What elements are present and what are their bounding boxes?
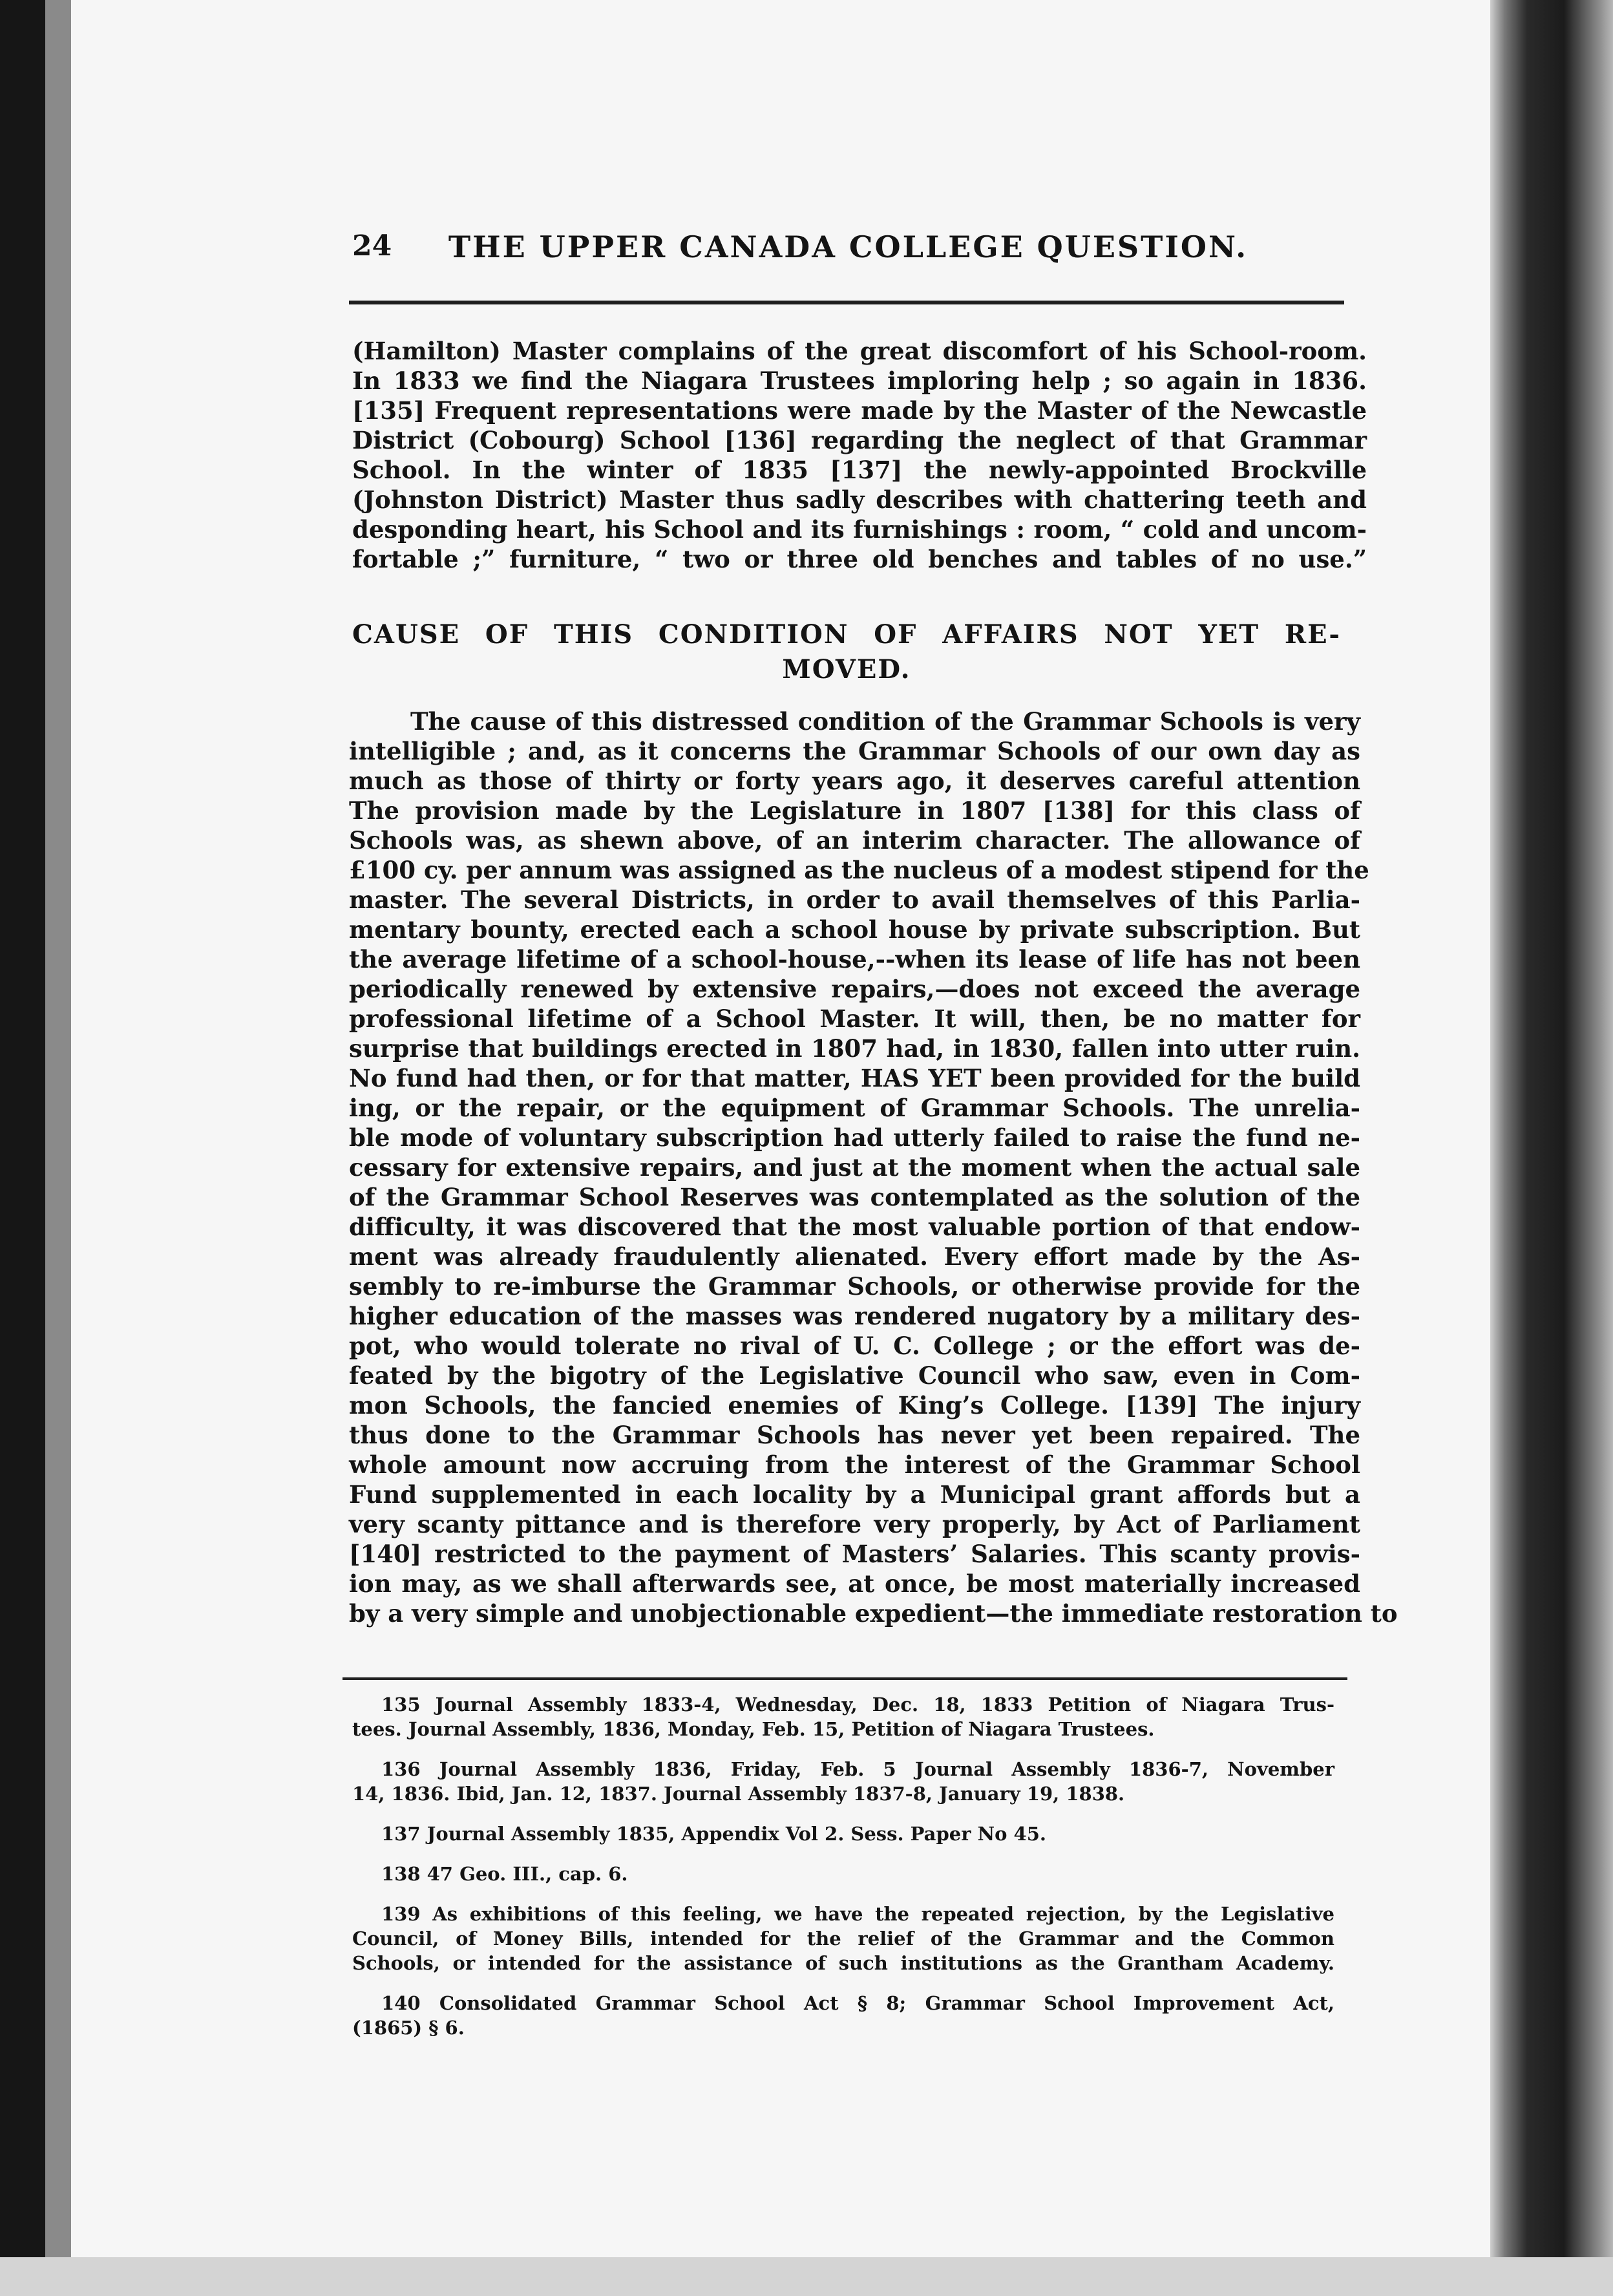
text-line: ion may, as we shall afterwards see, at once, be most materially increased [349,1569,1360,1598]
text-line: whole amount now accruing from the interest of the Grammar School [349,1451,1360,1479]
text-line: the average lifetime of a school-house,--when its lease of life has not been [349,945,1360,973]
header-rule [349,301,1344,304]
text-line: School. In the winter of 1835 [137] the newly-appointed Brockville [352,456,1367,484]
page-number: 24 [352,229,392,262]
text-line: of the Grammar School Reserves was contemplated as the solution of the [349,1183,1360,1211]
text-line: £100 cy. per annum was assigned as the nucleus of a modest stipend for the [349,856,1369,884]
text-line: The provision made by the Legislature in 1807 [138] for this class of [349,796,1360,825]
heading-line: MOVED. [782,654,911,685]
text-line: No fund had then, or for that matter, HAS YET been provided for the build [349,1064,1360,1092]
footnote-135 [352,1692,1334,1741]
footnote-line: 136 Journal Assembly 1836, Friday, Feb. 5 Journal Assembly 1836-7, November [381,1758,1334,1780]
text-line: pot, who would tolerate no rival of U. C. College ; or the effort was de- [349,1332,1360,1360]
footnote-line: 135 Journal Assembly 1833-4, Wednesday, Dec. 18, 1833 Petition of Niagara Trus- [381,1694,1334,1716]
footnote-136 [352,1757,1334,1806]
footnote-line: 139 As exhibitions of this feeling, we have the repeated rejection, by the Legislative [381,1903,1334,1925]
footnotes [352,1692,1334,2040]
text-line: much as those of thirty or forty years ago, it deserves careful attention [349,767,1360,795]
text-line: thus done to the Grammar Schools has never yet been repaired. The [349,1421,1360,1449]
text-line: mon Schools, the fancied enemies of King’s College. [139] The injury [349,1391,1360,1419]
paragraph-continued [352,336,1367,574]
text-line: Schools was, as shewn above, of an interim character. The allowance of [349,826,1360,855]
heading-line: CAUSE OF THIS CONDITION OF AFFAIRS NOT YET RE- [352,619,1341,650]
footnote-rule [343,1677,1347,1680]
footnote-139 [352,1902,1334,1975]
scan-border-left [0,0,45,2296]
scan-border-bottom [0,2257,1613,2296]
footnote-138 [352,1862,1334,1886]
text-line: In 1833 we find the Niagara Trustees imploring help ; so again in 1836. [352,367,1367,395]
text-line: (Hamilton) Master complains of the great discomfort of his School-room. [352,337,1367,365]
text-line: feated by the bigotry of the Legislative Council who saw, even in Com- [349,1361,1360,1390]
text-line: The cause of this distressed condition of the Grammar Schools is very [410,707,1360,736]
text-line: higher education of the masses was rendered nugatory by a military des- [349,1302,1360,1330]
footnote-line: (1865) § 6. [352,2017,465,2039]
text-line: professional lifetime of a School Master. It will, then, be no matter for [349,1004,1360,1033]
page-header [352,229,1344,275]
section-heading [352,617,1341,687]
footnote-line: tees. Journal Assembly, 1836, Monday, Feb. 15, Petition of Niagara Trustees. [352,1718,1155,1740]
text-line: [140] restricted to the payment of Masters’ Salaries. This scanty provis- [349,1540,1360,1568]
text-line: difficulty, it was discovered that the most valuable portion of that endow- [349,1213,1360,1241]
text-line: (Johnston District) Master thus sadly describes with chattering teeth and [352,485,1367,514]
text-line: [135] Frequent representations were made by the Master of the Newcastle [352,396,1367,425]
footnote-line: 140 Consolidated Grammar School Act § 8; Grammar School Improvement Act, [381,1992,1334,2014]
text-line: by a very simple and unobjectionable expedient—the immediate restoration to [349,1599,1398,1628]
footnote-line: 137 Journal Assembly 1835, Appendix Vol 2. Sess. Paper No 45. [381,1823,1046,1845]
text-line: periodically renewed by extensive repairs,—does not exceed the average [349,975,1360,1003]
text-line: intelligible ; and, as it concerns the Grammar Schools of our own day as [349,737,1360,765]
text-line: surprise that buildings erected in 1807 had, in 1830, fallen into utter ruin. [349,1034,1360,1063]
footnote-line: Council, of Money Bills, intended for the relief of the Grammar and the Common [352,1928,1334,1950]
footnote-140 [352,1991,1334,2040]
footnote-line: 14, 1836. Ibid, Jan. 12, 1837. Journal Assembly 1837-8, January 19, 1838. [352,1783,1125,1805]
text-line: master. The several Districts, in order to avail themselves of this Parlia- [349,886,1360,914]
footnote-line: Schools, or intended for the assistance of such institutions as the Grantham Academy. [352,1952,1334,1974]
text-line: ble mode of voluntary subscription had utterly failed to raise the fund ne- [349,1123,1360,1152]
text-line: ing, or the repair, or the equipment of Grammar Schools. The unrelia- [349,1094,1360,1122]
text-line: sembly to re-imburse the Grammar Schools, or otherwise provide for the [349,1272,1360,1301]
text-line: desponding heart, his School and its furnishings : room, “ cold and uncom- [352,515,1367,544]
text-line: mentary bounty, erected each a school house by private subscription. But [349,915,1360,944]
paragraph-main [349,707,1398,1628]
footnote-line: 138 47 Geo. III., cap. 6. [381,1863,628,1885]
running-title: THE UPPER CANADA COLLEGE QUESTION. [448,229,1249,264]
scan-border-right [1490,0,1613,2296]
scan-border-left-shadow [45,0,71,2296]
text-line: cessary for extensive repairs, and just at the moment when the actual sale [349,1153,1360,1182]
text-line: ment was already fraudulently alienated. Every effort made by the As- [349,1242,1360,1271]
text-line: fortable ;” furniture, “ two or three old benches and tables of no use.” [352,545,1367,573]
text-line: Fund supplemented in each locality by a Municipal grant affords but a [349,1480,1360,1509]
text-line: very scanty pittance and is therefore very properly, by Act of Parliament [349,1510,1360,1538]
footnote-137 [352,1822,1334,1846]
text-line: District (Cobourg) School [136] regarding the neglect of that Grammar [352,426,1367,454]
